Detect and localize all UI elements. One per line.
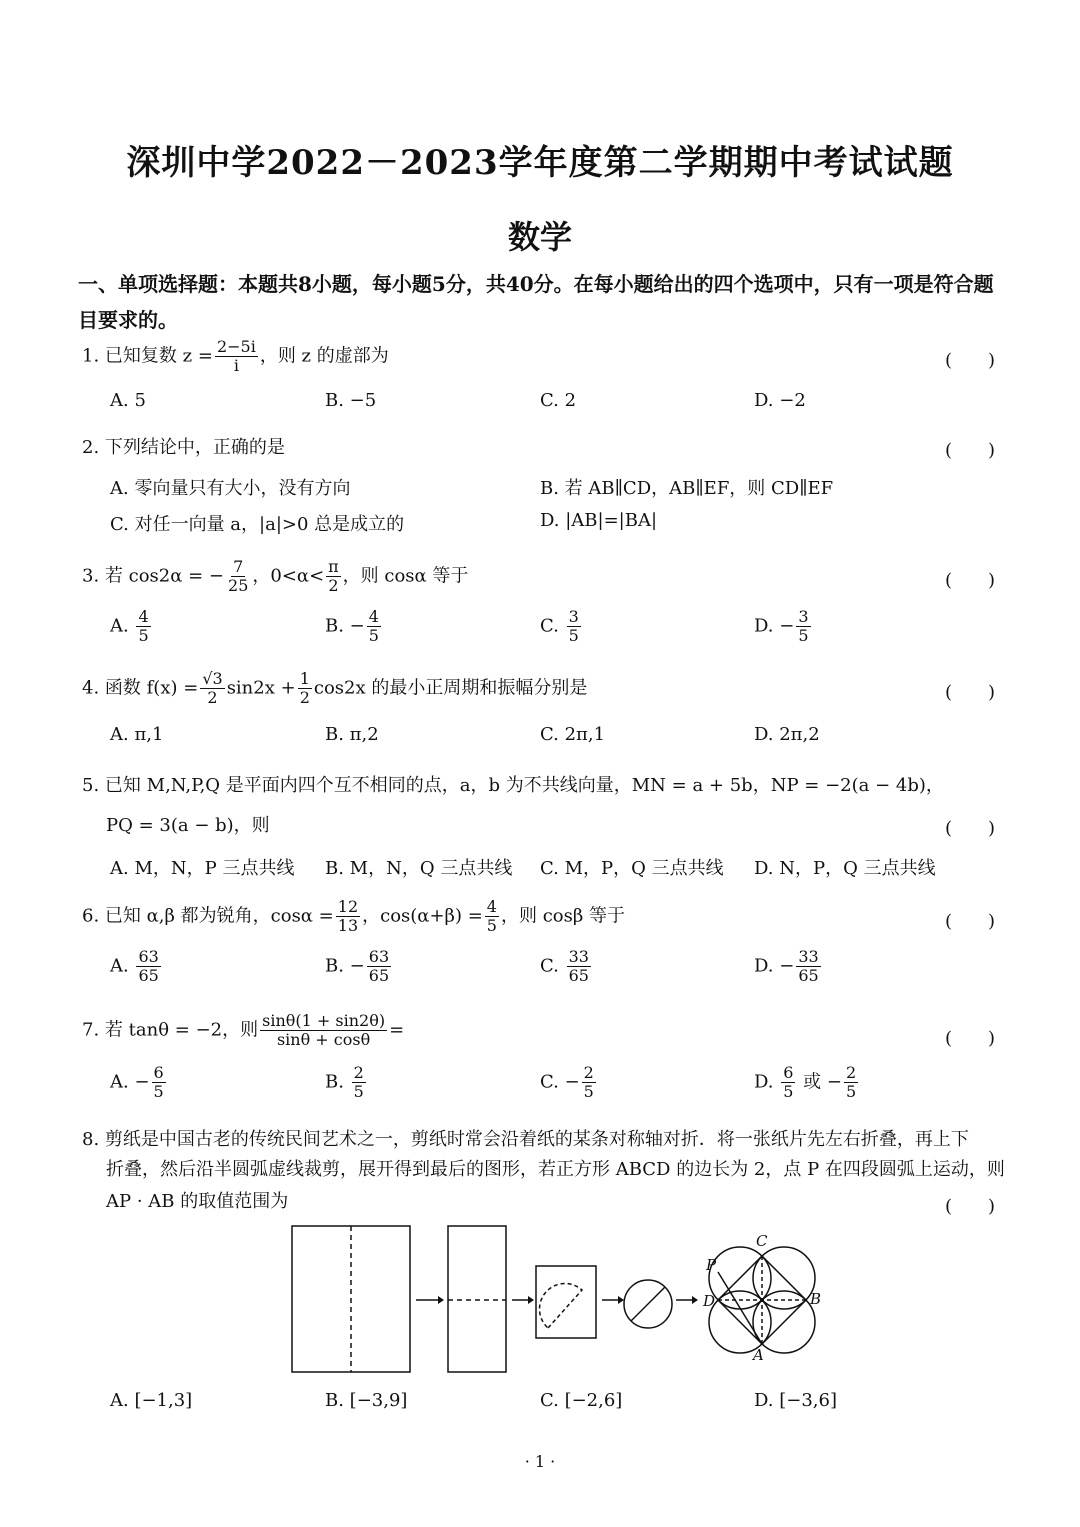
option-b: B. $\frac{2}{5}$: [325, 1063, 364, 1101]
question-3: 3. 若 cos2α = − $\frac{7}{25}$ ，0<α< $\frac{\pi}{2}$ ，则 cosα 等于: [82, 557, 469, 595]
question-number: 6.: [82, 905, 100, 927]
option-d: D. −2: [754, 390, 806, 411]
question-7: 7. 若 tanθ = −2，则 $\frac{\sin\theta(1 + \sin 2\theta)}{\sin\theta + \cos\theta}$ =: [82, 1011, 405, 1049]
paper-square-3: [536, 1266, 596, 1338]
answer-paren: ( ): [945, 350, 996, 371]
question-number: 3.: [82, 565, 100, 587]
label-b: B: [810, 1290, 822, 1308]
exam-title: 深圳中学2022－2023学年度第二学期期中考试试题: [126, 143, 954, 183]
option-c: C. [−2,6]: [540, 1390, 623, 1411]
question-8-line3: AP · AB 的取值范围为: [106, 1191, 289, 1212]
option-d: D. − $\frac{3}{5}$: [754, 607, 809, 645]
option-b: B. 若 AB∥CD，AB∥EF，则 CD∥EF: [540, 478, 834, 499]
page-number: · 1 ·: [524, 1452, 556, 1471]
answer-paren: ( ): [945, 440, 996, 461]
option-c: C. M，P，Q 三点共线: [540, 858, 724, 879]
question-number: 2.: [82, 437, 100, 458]
option-b: B. π,2: [325, 724, 379, 745]
answer-paren: ( ): [945, 570, 996, 591]
question-4: 4. 函数 f(x) = $\frac{√3}{2}$ sin2x + $\frac{1}{2}$ cos2x 的最小正周期和振幅分别是: [82, 669, 588, 707]
answer-paren: ( ): [945, 911, 996, 932]
section-heading: 一、单项选择题：本题共8小题，每小题5分，共40分。在每小题给出的四个选项中，只有一项是符合题目要求的。: [78, 272, 994, 332]
segment-ap: [718, 1272, 762, 1344]
cut-piece-diagonal: [631, 1287, 665, 1321]
question-8: 8. 剪纸是中国古老的传统民间艺术之一，剪纸时常会沿着纸的某条对称轴对折．将一张纸片先左右折叠，再上下: [82, 1129, 969, 1150]
question-number: 8.: [82, 1129, 100, 1150]
option-b: B. − $\frac{4}{5}$: [325, 607, 379, 645]
option-a: A. 5: [110, 390, 146, 411]
paper-rect-2: [448, 1226, 506, 1372]
arrow-1-head: [438, 1296, 444, 1304]
question-8-line2: 折叠，然后沿半圆弧虚线裁剪，展开得到最后的图形，若正方形 ABCD 的边长为 2，点 P 在四段圆弧上运动，则: [106, 1159, 1005, 1180]
question-number: 4.: [82, 677, 100, 699]
arrow-4-head: [692, 1296, 698, 1304]
option-d: D. |AB|=|BA|: [540, 510, 658, 531]
option-d: D. N，P，Q 三点共线: [754, 858, 936, 879]
final-figure: [709, 1247, 815, 1353]
answer-paren: ( ): [945, 682, 996, 703]
label-a: A: [753, 1346, 764, 1364]
arrow-3-head: [618, 1296, 624, 1304]
option-c: C. $\frac{33}{65}$: [540, 947, 589, 985]
question-number: 5.: [82, 775, 100, 796]
question-5-line2: PQ = 3(a − b)，则: [106, 815, 270, 836]
paper-cutting-figure: [280, 1220, 840, 1380]
question-1: 1. 已知复数 z = $\frac{2-5i}{i}$ ，则 z 的虚部为: [82, 337, 389, 375]
label-p: P: [706, 1256, 717, 1274]
question-number: 1.: [82, 345, 100, 367]
option-c: C. 对任一向量 a，|a|>0 总是成立的: [110, 514, 405, 535]
option-c: C. 2π,1: [540, 724, 606, 745]
option-b: B. − $\frac{63}{65}$: [325, 947, 390, 985]
option-c: C. 2: [540, 390, 577, 411]
option-a: A. $\frac{63}{65}$: [110, 947, 159, 985]
option-d: D. − $\frac{33}{65}$: [754, 947, 819, 985]
option-a: A. $\frac{4}{5}$: [110, 607, 149, 645]
option-d: D. 2π,2: [754, 724, 820, 745]
answer-paren: ( ): [945, 818, 996, 839]
label-d: D: [703, 1292, 716, 1310]
arrow-2-head: [528, 1296, 534, 1304]
option-c: C. − $\frac{2}{5}$: [540, 1063, 594, 1101]
question-5: 5. 已知 M,N,P,Q 是平面内四个互不相同的点，a，b 为不共线向量，MN = a + 5b，NP = −2(a − 4b)，: [82, 775, 944, 796]
option-c: C. $\frac{3}{5}$: [540, 607, 579, 645]
answer-paren: ( ): [945, 1028, 996, 1049]
option-a: A. 零向量只有大小，没有方向: [110, 478, 351, 499]
option-a: A. − $\frac{6}{5}$: [110, 1063, 164, 1101]
label-c: C: [756, 1232, 768, 1250]
answer-paren: ( ): [945, 1196, 996, 1217]
question-2: 2. 下列结论中，正确的是: [82, 437, 285, 458]
option-b: B. −5: [325, 390, 377, 411]
question-6: 6. 已知 α,β 都为锐角，cosα = $\frac{12}{13}$ ，cos(α+β) = $\frac{4}{5}$ ，则 cosβ 等于: [82, 897, 625, 935]
option-a: A. [−1,3]: [110, 1390, 193, 1411]
option-a: A. π,1: [110, 724, 164, 745]
question-number: 7.: [82, 1019, 100, 1041]
option-d: D. [−3,6]: [754, 1390, 837, 1411]
cut-arc-dashed: [540, 1284, 582, 1328]
option-a: A. M，N，P 三点共线: [110, 858, 295, 879]
subject-title: 数学: [507, 218, 572, 256]
option-b: B. [−3,9]: [325, 1390, 408, 1411]
option-b: B. M，N，Q 三点共线: [325, 858, 513, 879]
option-d: D. $\frac{6}{5}$ 或 − $\frac{2}{5}$: [754, 1063, 857, 1101]
